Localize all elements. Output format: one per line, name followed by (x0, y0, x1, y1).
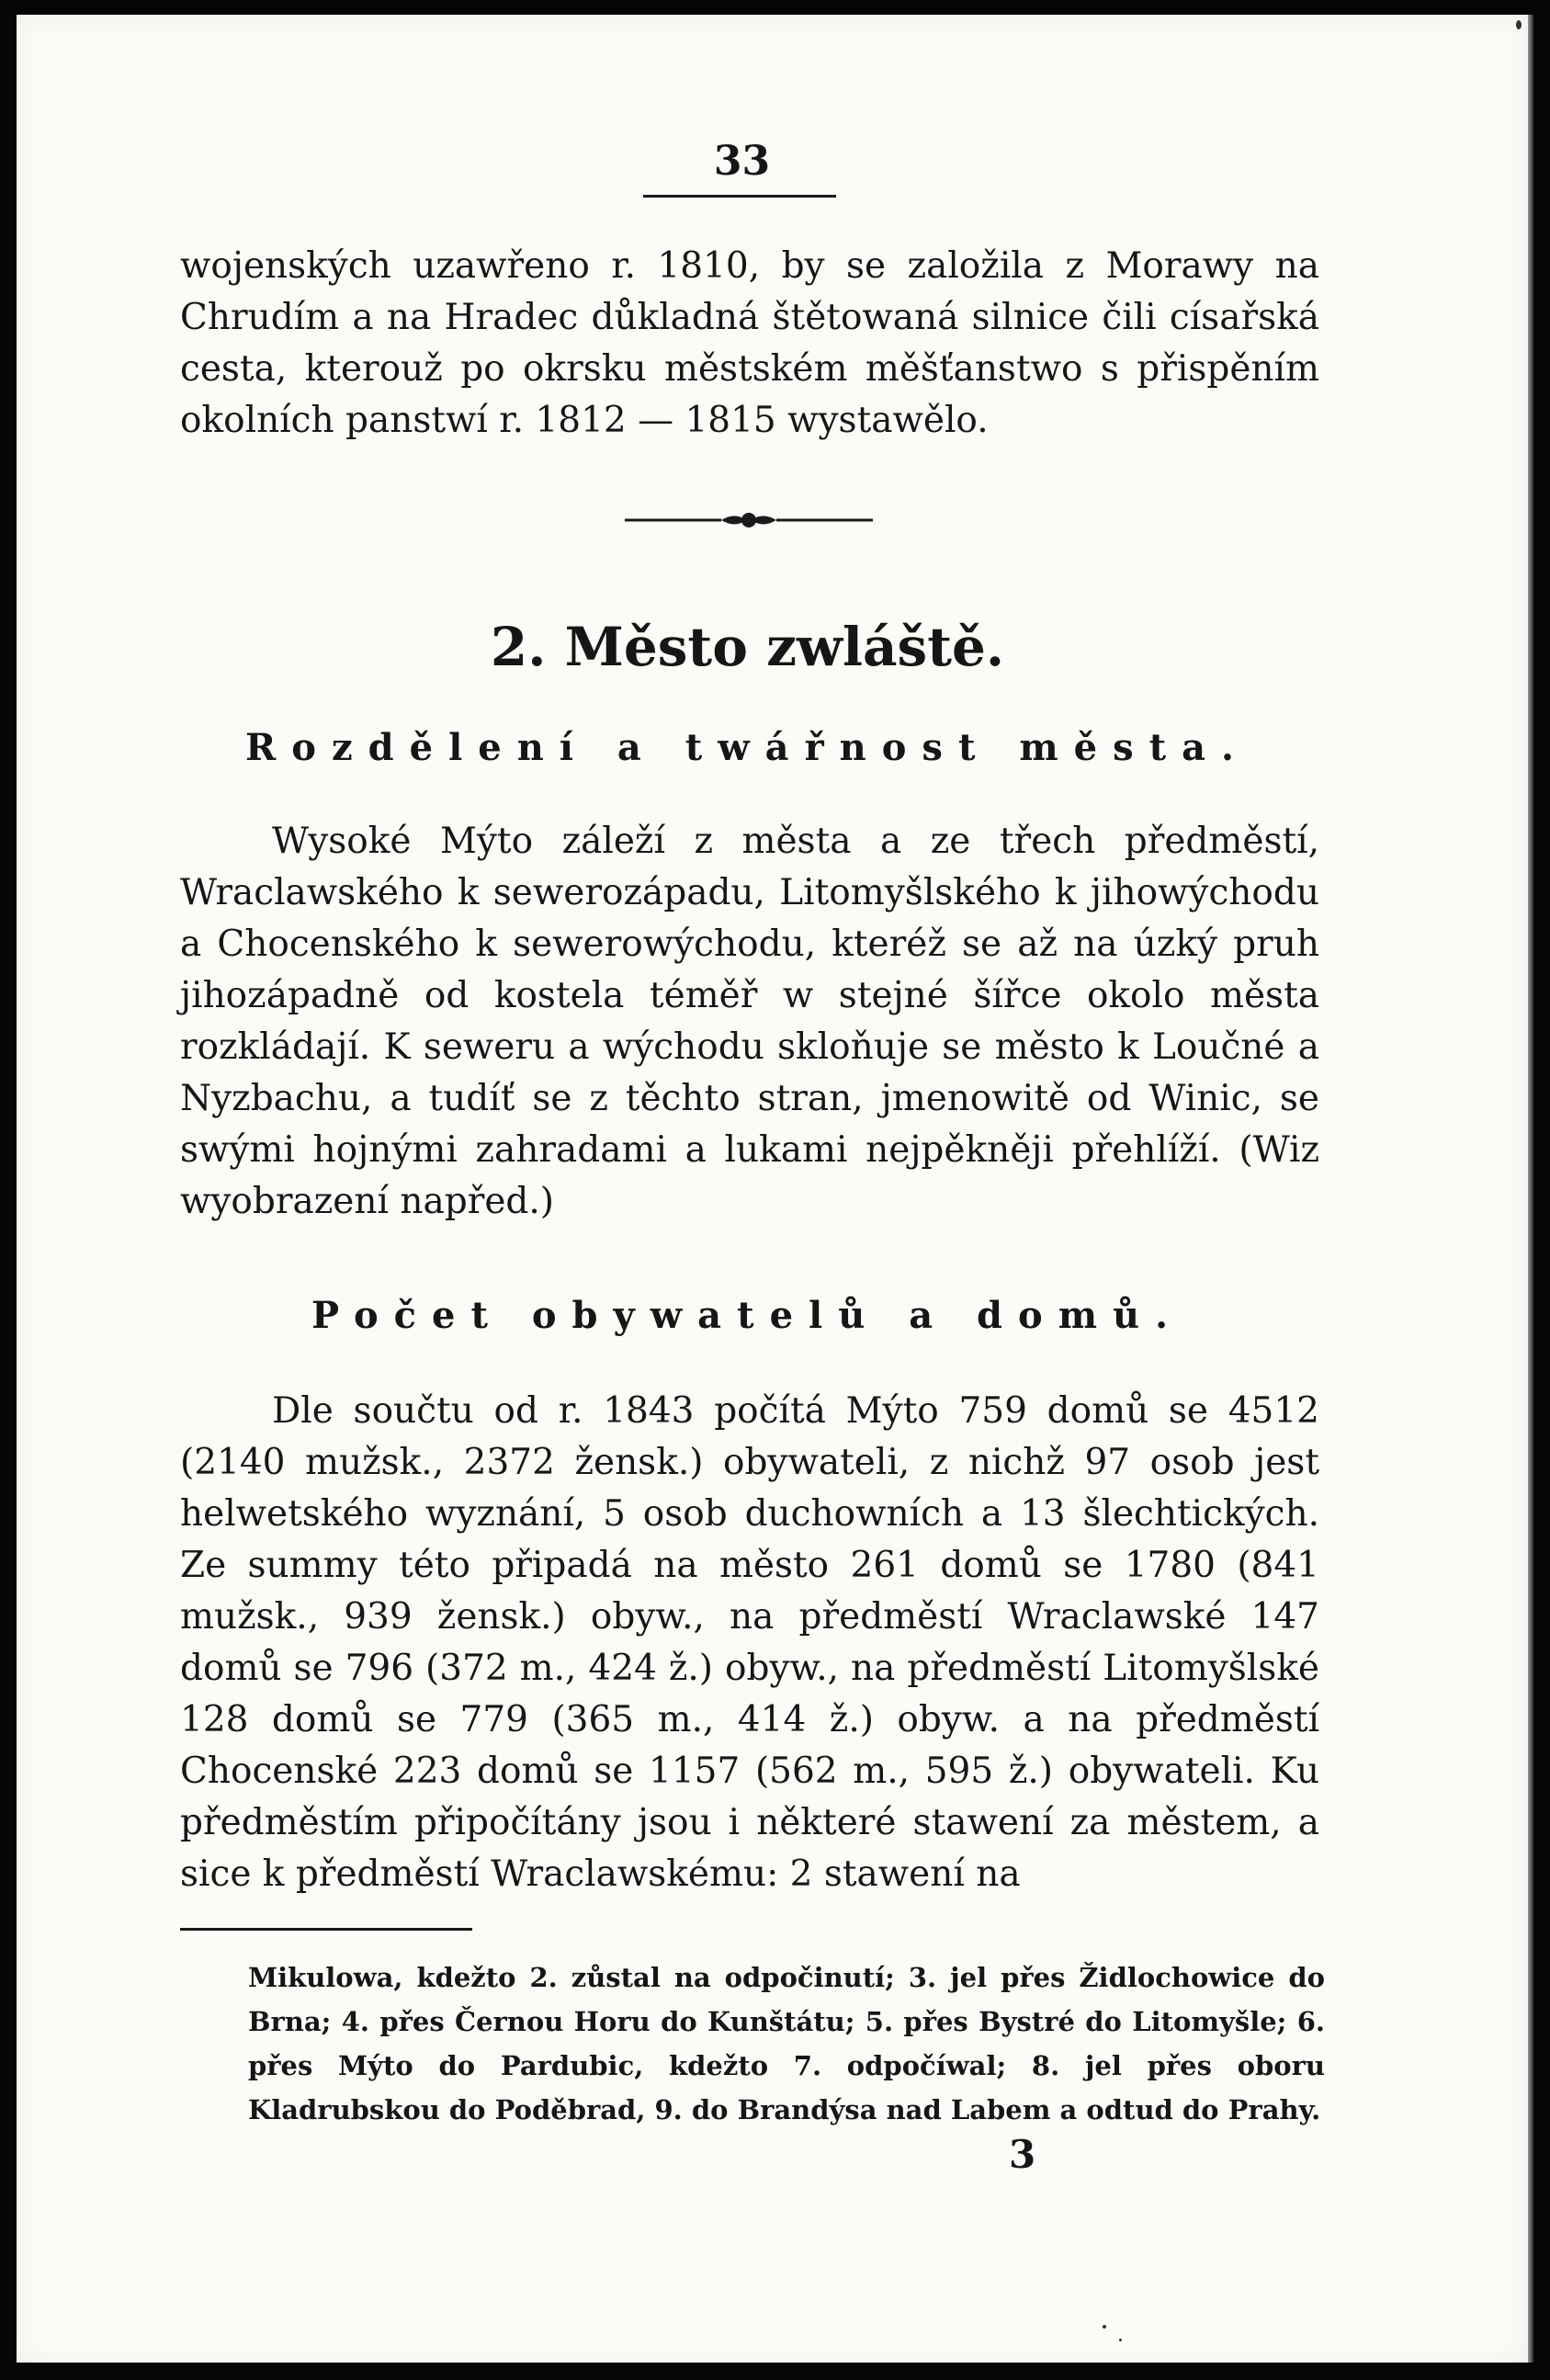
signature-mark: 3 (1009, 2132, 1036, 2177)
population-paragraph: Dle součtu od r. 1843 počítá Mýto 759 domů se 4512 (2140 mužsk., 2372 žensk.) obywateli, z nichž 97 osob jest helwetského wyznání, 5 osob duchowních a 13 šlechtických. Ze summy této připadá na město 261 domů se 1780 (841 mužsk., 939 žensk.) obyw., na předměstí Wraclawské 147 domů se 796 (372 m., 424 ž.) obyw., na předměstí Litomyšlské 128 domů se 779 (365 m., 414 ž.) obyw. a na předměstí Chocenské 223 domů se 1157 (562 m., 595 ž.) obywateli. Ku předměstím připočítány jsou i některé stawení za městem, a sice k předměstí Wraclawskému: 2 stawení na (180, 1390, 1319, 1895)
page-edge (1528, 15, 1533, 2363)
subsection-heading-population: Počet obywatelů a domů. (311, 1294, 1184, 1337)
section-title: 2. Město zwláště. (490, 616, 1005, 678)
division-paragraph: Wysoké Mýto záleží z města a ze třech předměstí, Wraclawského k sewerozápadu, Litomyšlského k jihowýchodu a Chocenského k sewerowýchodu, kteréž se až na úzký pruh jihozápadně od kostela téměř w stejné šířce okolo města rozkládají. K seweru a wýchodu skloňuje se město k Loučné a Nyzbachu, a tudíť se z těchto stran, jmenowitě od Winic, se swými hojnými zahradami a lukami nejpěkněji přehlíží. (Wiz wyobrazení napřed.) (180, 821, 1319, 1222)
subsection-heading-division: Rozdělení a twářnost města. (245, 726, 1250, 769)
dust-speck (1516, 20, 1522, 29)
dust-speck (1119, 2339, 1122, 2341)
footnote: Mikulowa, kdežto 2. zůstal na odpočinutí; 3. jel přes Židlochowice do Brna; 4. přes Černou Horu do Kunštátu; 5. přes Bystré do Litomyšle; 6. přes Mýto do Pardubic, kdežto 7. odpočíwal; 8. jel přes oboru Kladrubskou do Poděbrad, 9. do Brandýsa nad Labem a odtud do Prahy. (248, 1962, 1325, 2125)
opening-paragraph: wojenských uzawřeno r. 1810, by se založila z Morawy na Chrudím a na Hradec důkladná štětowaná silnice čili císařská cesta, kterouž po okrsku městském měšťanstwo s přispěním okolních panstwí r. 1812 — 1815 wystawělo. (180, 245, 1319, 441)
ornament-divider (625, 510, 873, 530)
footnote-rule (180, 1928, 472, 1931)
opening-paragraph-block (180, 241, 1319, 447)
division-paragraph-block (180, 816, 1319, 1228)
page-number: 33 (713, 138, 771, 185)
population-paragraph-block (180, 1386, 1319, 1900)
page-number-rule (643, 195, 836, 198)
dust-speck (1103, 2325, 1106, 2329)
